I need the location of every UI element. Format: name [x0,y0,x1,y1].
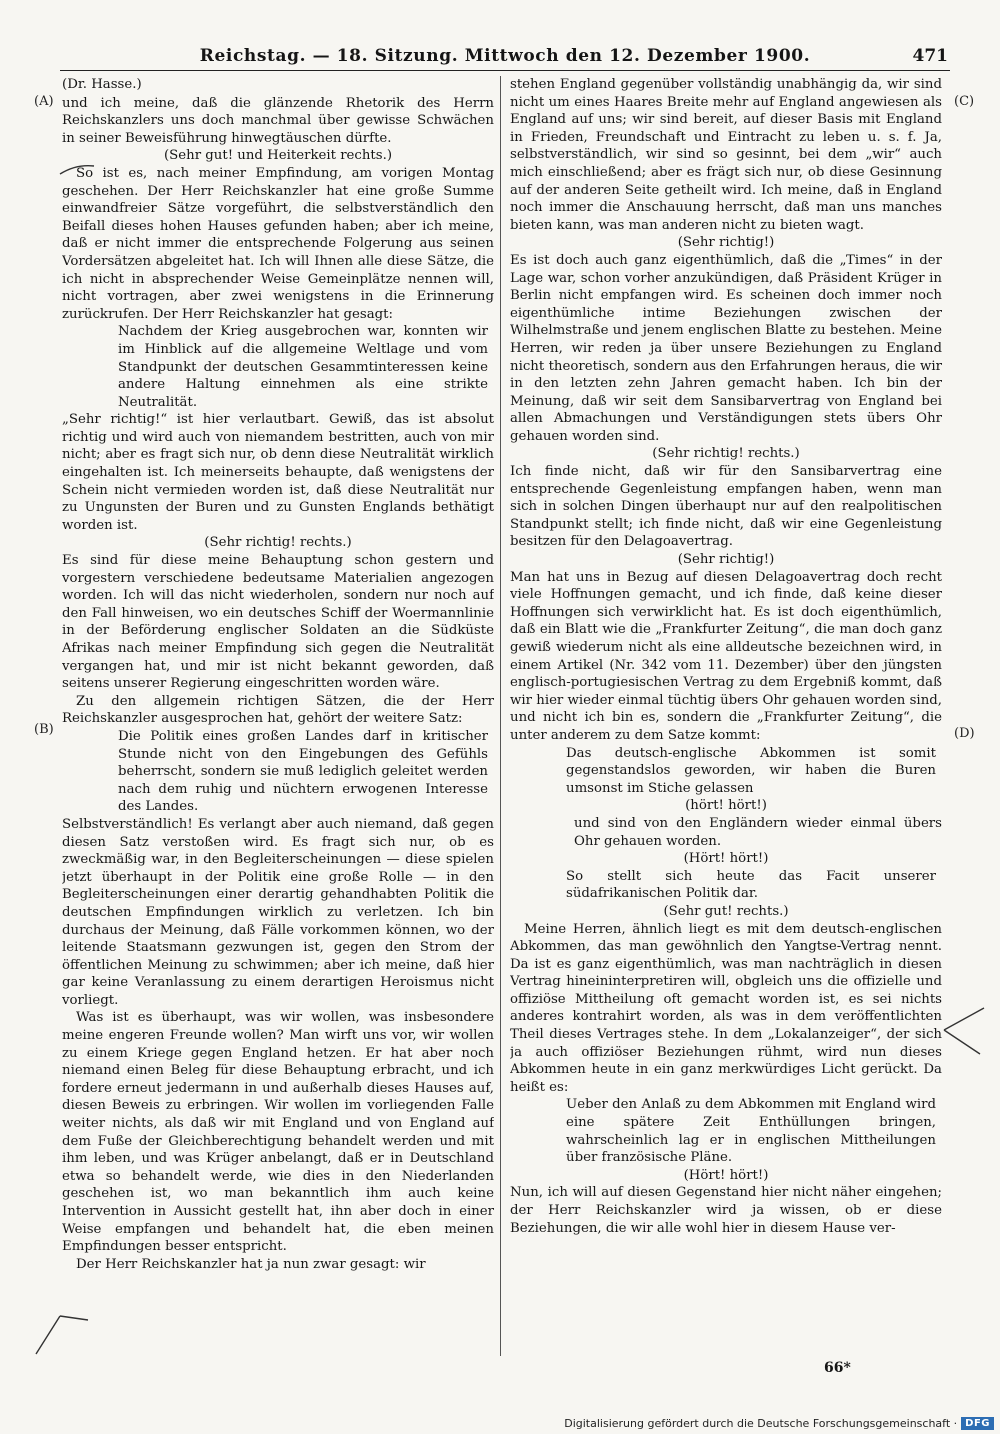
reaction-note: (Sehr richtig!) [677,552,775,568]
column-divider [500,76,501,1356]
running-title: Reichstag. — 18. Sitzung. Mittwoch den 12. Dezember 1900. [199,46,811,66]
paragraph: Zu den allgemein richtigen Sätzen, die der Herr Reichskanzler ausgesprochen hat, gehört der weitere Satz: [62,693,494,727]
paragraph: Selbstverständlich! Es verlangt aber auch niemand, daß gegen diesen Satz verstoßen wird. Es fragt sich nur, ob es zweckmäßig war, in den Begleiterscheinungen — diese spielen jetzt überhaupt in der Politik eine große Rolle — in den Begleiterscheinungen einer derartig gehandhabten Politik die deutschen Empfindungen wirklich zu verletzen. Ich bin durchaus der Meinung, daß Fälle vorkommen können, wo der leitende Staatsmann gezwungen ist, gegen den Strom der öffentlichen Meinung zu schwimmen; aber ich meine, daß hier gar keine Veranlassung zu einem derartigen Heroismus nicht vorliegt. [62,816,494,1008]
pen-mark-icon [30,1310,90,1360]
page-number: 471 [912,46,948,66]
reaction-note: (Sehr richtig! rechts.) [204,535,352,551]
paragraph: Der Herr Reichskanzler hat ja nun zwar gesagt: wir [76,1256,426,1272]
paragraph: stehen England gegenüber vollständig unabhängig da, wir sind nicht um eines Haares Breite mehr auf England angewiesen als England auf uns; wir sind bereit, auf dieser Basis mit England in Frieden, Freundschaft und Eintracht zu leben u. s. f. Ja, selbstverständlich, wir sind so gesinnt, bei dem „wir“ auch mich einschließend; aber es frägt sich nur, ob diese Gesinnung auf der anderen Seite getheilt wird. Ich meine, daß in England noch immer die Anschauung herrscht, daß man uns manches bieten kann, was man anderen nicht zu bieten wagt. [510,77,942,233]
pen-mark-icon [940,1000,990,1060]
margin-marker-b: (B) [34,722,54,737]
paragraph: Ich finde nicht, daß wir für den Sansibarvertrag eine entsprechende Gegenleistung empfangen haben, wenn man sich in solchen Dingen überhaupt nur auf den realpolitischen Standpunkt stellt; ich finde nicht, daß wir eine Gegenleistung besitzen für den Delagoavertrag. [510,464,942,550]
paragraph: „Sehr richtig!“ ist hier verlautbart. Gewiß, das ist absolut richtig und wird auch von niemandem bestritten, auch von mir nicht; aber es fragt sich nur, ob denn diese Neutralität wirklich eingehalten ist. Ich meinerseits behaupte, daß wenigstens der Schein nicht vermieden worden ist, daß diese Neutralität nur zu Ungunsten der Buren und zu Gunsten Englands bethätigt worden ist. [62,412,494,533]
paragraph: Meine Herren, ähnlich liegt es mit dem deutsch-englischen Abkommen, das man gewöhnlich den Yangtse-Vertrag nennt. Da ist es ganz eigenthümlich, was man nachträglich in diesen Vertrag hineininterpretiren will, obgleich uns die offizielle und offiziöse Mittheilung oft gemacht worden ist, es sei nichts anderes kontrahirt worden, als was in dem veröffentlichten Theil dieses Vertrages stehe. In dem „Lokalanzeiger“, der sich ja auch offiziöser Beziehungen rühmt, wird nun dieses Abkommen heute in ein ganz merkwürdiges Licht gerückt. Da heißt es: [510,921,942,1095]
reaction-note: (Hört! hört!) [683,1167,769,1183]
paragraph: und sind von den Engländern wieder einmal übers Ohr gehauen worden. [574,815,942,849]
paragraph: und ich meine, daß die glänzende Rhetorik des Herrn Reichskanzlers uns doch manchmal über gewisse Schwächen in seiner Beweisführung hinwegtäuschen dürfte. [62,95,494,146]
paragraph: Es ist doch auch ganz eigenthümlich, daß die „Times“ in der Lage war, schon vorher anzukündigen, daß Präsident Krüger in Berlin nicht empfangen wird. Es scheinen doch immer noch eigenthümliche intime Beziehungen zwischen der Wilhelmstraße und jenem englischen Blatte zu bestehen. Meine Herren, wir reden ja über unsere Beziehungen zu England nicht theoretisch, sondern aus den Erfahrungen heraus, die wir in den letzten zehn Jahren gemacht haben. Ich bin der Meinung, daß wir seit dem Sansibarvertrag von England bei allen Abmachungen und Verständigungen stets übers Ohr gehauen worden sind. [510,252,942,444]
footer-credit: Digitalisierung gefördert durch die Deutsche Forschungsgemeinschaft · [564,1417,958,1430]
reaction-note: (Sehr richtig! rechts.) [652,446,800,462]
reaction-note: (Sehr gut! und Heiterkeit rechts.) [163,148,393,164]
margin-marker-a: (A) [34,94,54,109]
reaction-note: (Sehr gut! rechts.) [663,903,789,919]
paragraph: Es sind für diese meine Behauptung schon gestern und vorgestern verschiedene bedeutsame Materialien angezogen worden. Ich will das nicht wiederholen, sondern nur noch auf den Fall hinweisen, wo ein deutsches Schiff der Woermannlinie in der Beförderung englischer Soldaten an die Südküste Afrikas nach meiner Empfindung sich gegen die Neutralität vergangen hat, und mir ist nicht bekannt geworden, daß seitens unserer Regierung eingeschritten worden wäre. [62,553,494,692]
quotation: Ueber den Anlaß zu dem Abkommen mit England wird eine spätere Zeit Enthüllungen bringen, wahrscheinlich lag er in englischen Mittheilungen über französische Pläne. [566,1097,936,1166]
running-header [60,44,950,71]
margin-marker-c: (C) [954,94,975,109]
reaction-note: (Sehr richtig!) [677,235,775,251]
signature-mark: 66* [824,1360,851,1376]
quotation: Das deutsch-englische Abkommen ist somit gegenstandslos geworden, wir haben die Buren umsonst im Stiche gelassen [566,745,936,796]
reaction-note: (hört! hört!) [685,798,767,814]
quotation: Nachdem der Krieg ausgebrochen war, konnten wir im Hinblick auf die allgemeine Weltlage und vom Standpunkt der deutschen Gesammtinteressen keine andere Haltung einnehmen als eine strikte Neutralität. [118,324,488,410]
reaction-note: (Hört! hört!) [683,851,769,867]
paragraph: Nun, ich will auf diesen Gegenstand hier nicht näher eingehen; der Herr Reichskanzler wird ja wissen, ob er diese Beziehungen, die wir alle wohl hier in diesem Hause ver- [510,1185,942,1236]
quotation: Die Politik eines großen Landes darf in kritischer Stunde nicht von den Eingebungen des Gefühls beherrscht, sondern sie muß lediglich geleitet werden nach dem ruhig und nüchtern erwogenen Interesse des Landes. [118,728,488,815]
dfg-logo-icon: DFG [961,1417,994,1430]
paragraph: Man hat uns in Bezug auf diesen Delagoavertrag doch recht viele Hoffnungen gemacht, und ich finde, daß keine dieser Hoffnungen sich verwirklicht hat. Es ist doch eigenthümlich, daß ein Blatt wie die „Frankfurter Zeitung“, die man doch ganz gewiß wiederum nicht als eine alldeutsche bezeichnen wird, in einem Artikel (Nr. 342 vom 11. Dezember) über den jüngsten englisch-portugiesischen Vertrag zu dem Ergebniß kommt, daß wir hier wieder einmal tüchtig übers Ohr gehauen worden sind, und nicht ich bin es, sondern die „Frankfurter Zeitung“, die unter anderem zu dem Satze kommt: [510,569,942,743]
footer [564,1417,994,1430]
quotation: So stellt sich heute das Facit unserer südafrikanischen Politik dar. [566,868,936,902]
paragraph: Was ist es überhaupt, was wir wollen, was insbesondere meine engeren Freunde wollen? Man wirft uns vor, wir wollen zu einem Kriege gegen England hetzen. Er hat aber noch niemand einen Beleg für diese Behauptung erbracht, und ich fordere erneut jedermann in und außerhalb dieses Hauses auf, diesen Beweis zu erbringen. Wir wollen im vorliegenden Falle weiter nichts, als daß wir mit England und von England auf dem Fuße der Gleichberechtigung behandelt werden und mit ihm leben, und was Krüger anbelangt, daß er in Deutschland etwa so behandelt werde, wie dies in den Niederlanden geschehen ist, wo man bekanntlich ihm auch keine Intervention in Aussicht gestellt hat, ihn aber doch in einer Weise empfangen und behandelt hat, die eben meinen Empfindungen besser entspricht. [62,1010,494,1255]
left-column [62,76,494,1360]
right-column [510,76,942,1360]
paragraph: So ist es, nach meiner Empfindung, am vorigen Montag geschehen. Der Herr Reichskanzler hat eine große Summe einwandfreier Sätze vorgeführt, die selbstverständlich den Beifall dieses hohen Hauses gefunden haben; aber ich meine, daß er nicht immer die entsprechende Folgerung aus seinen Vordersätzen abgeleitet hat. Ich will Ihnen alle diese Sätze, die ich nicht in absprechender Weise Gemeinplätze nennen will, nicht vortragen, aber zwei wenigstens in die Erinnerung zurückrufen. Der Herr Reichskanzler hat gesagt: [62,165,494,322]
speaker-name: (Dr. Hasse.) [62,77,142,92]
pen-mark-icon [58,160,98,180]
margin-marker-d: (D) [954,726,975,741]
